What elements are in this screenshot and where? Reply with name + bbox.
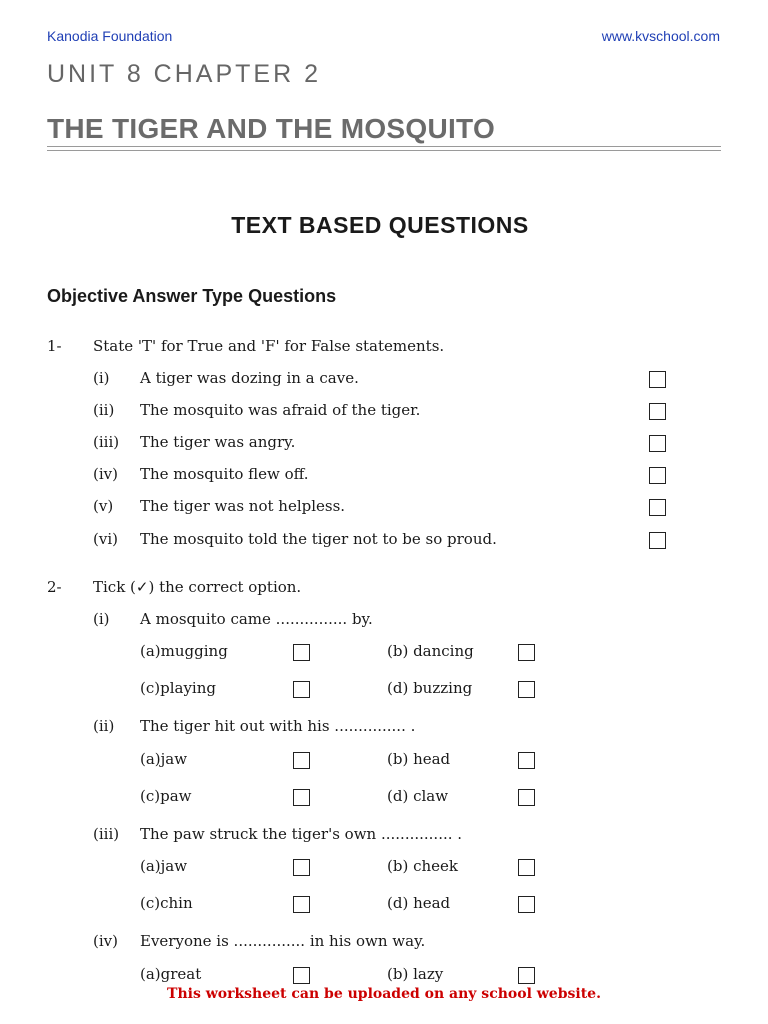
question-number: 2- bbox=[47, 578, 62, 596]
statement-text: The mosquito was afraid of the tiger. bbox=[140, 401, 421, 419]
statement-text: A tiger was dozing in a cave. bbox=[140, 369, 359, 387]
option-label: (b) cheek bbox=[387, 857, 458, 875]
sub-question-text: The tiger hit out with his ............... . bbox=[140, 717, 416, 735]
true-false-checkbox[interactable] bbox=[649, 371, 666, 388]
option-checkbox[interactable] bbox=[293, 967, 310, 984]
option-label: (c)chin bbox=[140, 894, 193, 912]
option-label: (c)playing bbox=[140, 679, 216, 697]
option-label: (b) lazy bbox=[387, 965, 444, 983]
option-checkbox[interactable] bbox=[293, 644, 310, 661]
option-label: (a)mugging bbox=[140, 642, 228, 660]
title-rule-bottom bbox=[47, 150, 721, 151]
option-label: (a)jaw bbox=[140, 750, 188, 768]
option-label: (b) head bbox=[387, 750, 451, 768]
statement-number: (ii) bbox=[93, 401, 115, 419]
footer-note: This worksheet can be uploaded on any school website. bbox=[167, 986, 601, 1002]
statement-text: The tiger was not helpless. bbox=[140, 497, 346, 515]
option-label: (a)great bbox=[140, 965, 202, 983]
true-false-checkbox[interactable] bbox=[649, 467, 666, 484]
question-number: 1- bbox=[47, 337, 62, 355]
question-prompt: State 'T' for True and 'F' for False statements. bbox=[93, 337, 445, 355]
sub-question-number: (i) bbox=[93, 610, 110, 628]
option-label: (d) buzzing bbox=[387, 679, 473, 697]
option-checkbox[interactable] bbox=[518, 896, 535, 913]
option-checkbox[interactable] bbox=[518, 967, 535, 984]
option-checkbox[interactable] bbox=[518, 644, 535, 661]
option-label: (c)paw bbox=[140, 787, 192, 805]
option-label: (d) claw bbox=[387, 787, 449, 805]
title-rule-top bbox=[47, 146, 721, 147]
sub-question-text: Everyone is ............... in his own way. bbox=[140, 932, 426, 950]
subsection-title: Objective Answer Type Questions bbox=[47, 286, 337, 306]
statement-number: (iii) bbox=[93, 433, 120, 451]
sub-question-number: (iii) bbox=[93, 825, 120, 843]
statement-number: (iv) bbox=[93, 465, 118, 483]
option-checkbox[interactable] bbox=[518, 789, 535, 806]
header-website: www.kvschool.com bbox=[601, 28, 720, 44]
question-prompt: Tick (✓) the correct option. bbox=[93, 578, 302, 596]
sub-question-number: (iv) bbox=[93, 932, 118, 950]
true-false-checkbox[interactable] bbox=[649, 499, 666, 516]
option-checkbox[interactable] bbox=[293, 789, 310, 806]
statement-text: The tiger was angry. bbox=[140, 433, 296, 451]
option-checkbox[interactable] bbox=[518, 859, 535, 876]
true-false-checkbox[interactable] bbox=[649, 532, 666, 549]
option-checkbox[interactable] bbox=[293, 752, 310, 769]
statement-text: The mosquito told the tiger not to be so proud. bbox=[140, 530, 497, 548]
sub-question-number: (ii) bbox=[93, 717, 115, 735]
statement-number: (i) bbox=[93, 369, 110, 387]
sub-question-text: The paw struck the tiger's own ............... . bbox=[140, 825, 463, 843]
true-false-checkbox[interactable] bbox=[649, 403, 666, 420]
header-org: Kanodia Foundation bbox=[47, 28, 173, 44]
section-title: TEXT BASED QUESTIONS bbox=[231, 212, 529, 238]
option-checkbox[interactable] bbox=[293, 681, 310, 698]
option-checkbox[interactable] bbox=[293, 896, 310, 913]
option-label: (d) head bbox=[387, 894, 451, 912]
option-checkbox[interactable] bbox=[518, 681, 535, 698]
page-title: THE TIGER AND THE MOSQUITO bbox=[47, 113, 496, 144]
statement-number: (vi) bbox=[93, 530, 118, 548]
option-checkbox[interactable] bbox=[518, 752, 535, 769]
option-checkbox[interactable] bbox=[293, 859, 310, 876]
unit-chapter-heading: UNIT 8 CHAPTER 2 bbox=[47, 60, 321, 88]
statement-number: (v) bbox=[93, 497, 114, 515]
sub-question-text: A mosquito came ............... by. bbox=[140, 610, 373, 628]
true-false-checkbox[interactable] bbox=[649, 435, 666, 452]
option-label: (a)jaw bbox=[140, 857, 188, 875]
statement-text: The mosquito flew off. bbox=[140, 465, 309, 483]
option-label: (b) dancing bbox=[387, 642, 474, 660]
